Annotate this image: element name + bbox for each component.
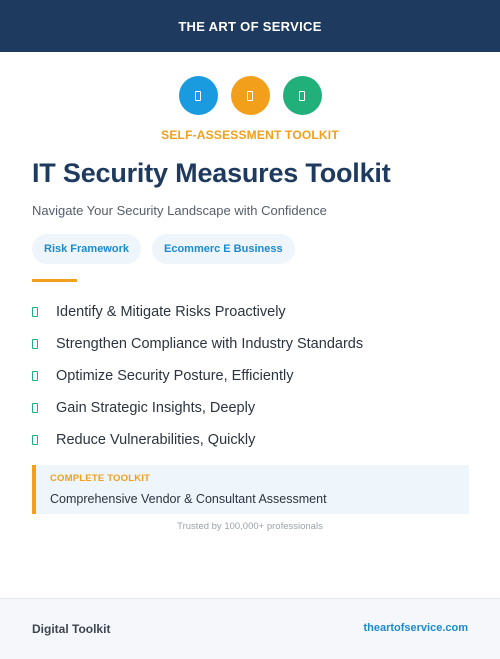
benefit-text: Reduce Vulnerabilities, Quickly — [56, 432, 256, 448]
complete-toolkit-callout — [32, 465, 469, 514]
list-item — [32, 296, 363, 328]
benefit-text: Strengthen Compliance with Industry Standards — [56, 336, 364, 352]
trusted-note: Trusted by 100,000+ professionals — [177, 521, 323, 532]
check-icon — [32, 371, 38, 381]
check-icon — [32, 403, 38, 413]
document-icon — [179, 76, 218, 115]
benefit-text: Identify & Mitigate Risks Proactively — [56, 304, 286, 320]
check-icon — [32, 307, 38, 317]
tag-ecommerce[interactable]: Ecommerc E Business — [152, 234, 295, 264]
list-item — [32, 328, 363, 360]
page-subtitle: Navigate Your Security Landscape with Confidence — [32, 203, 327, 218]
accent-divider — [32, 279, 77, 282]
benefit-list — [32, 296, 363, 456]
list-item — [32, 424, 363, 456]
brand-name: THE ART OF SERVICE — [178, 18, 322, 34]
document-icon — [231, 76, 270, 115]
callout-label: COMPLETE TOOLKIT — [50, 473, 151, 484]
list-item — [32, 392, 363, 424]
benefit-text: Optimize Security Posture, Efficiently — [56, 368, 294, 384]
check-icon — [32, 339, 38, 349]
document-icon — [283, 76, 322, 115]
tag-risk-framework[interactable]: Risk Framework — [32, 234, 141, 264]
footer-label: Digital Toolkit — [32, 622, 111, 636]
header-bar — [0, 0, 500, 52]
benefit-text: Gain Strategic Insights, Deeply — [56, 400, 256, 416]
callout-value: Comprehensive Vendor & Consultant Assessment — [50, 492, 327, 506]
kicker-label: SELF-ASSESSMENT TOOLKIT — [161, 128, 339, 142]
footer-bar — [0, 598, 500, 659]
page-title: IT Security Measures Toolkit — [32, 158, 391, 188]
website-link[interactable]: theartofservice.com — [363, 622, 468, 634]
check-icon — [32, 435, 38, 445]
icon-row — [0, 76, 500, 115]
tag-list — [32, 234, 295, 264]
list-item — [32, 360, 363, 392]
